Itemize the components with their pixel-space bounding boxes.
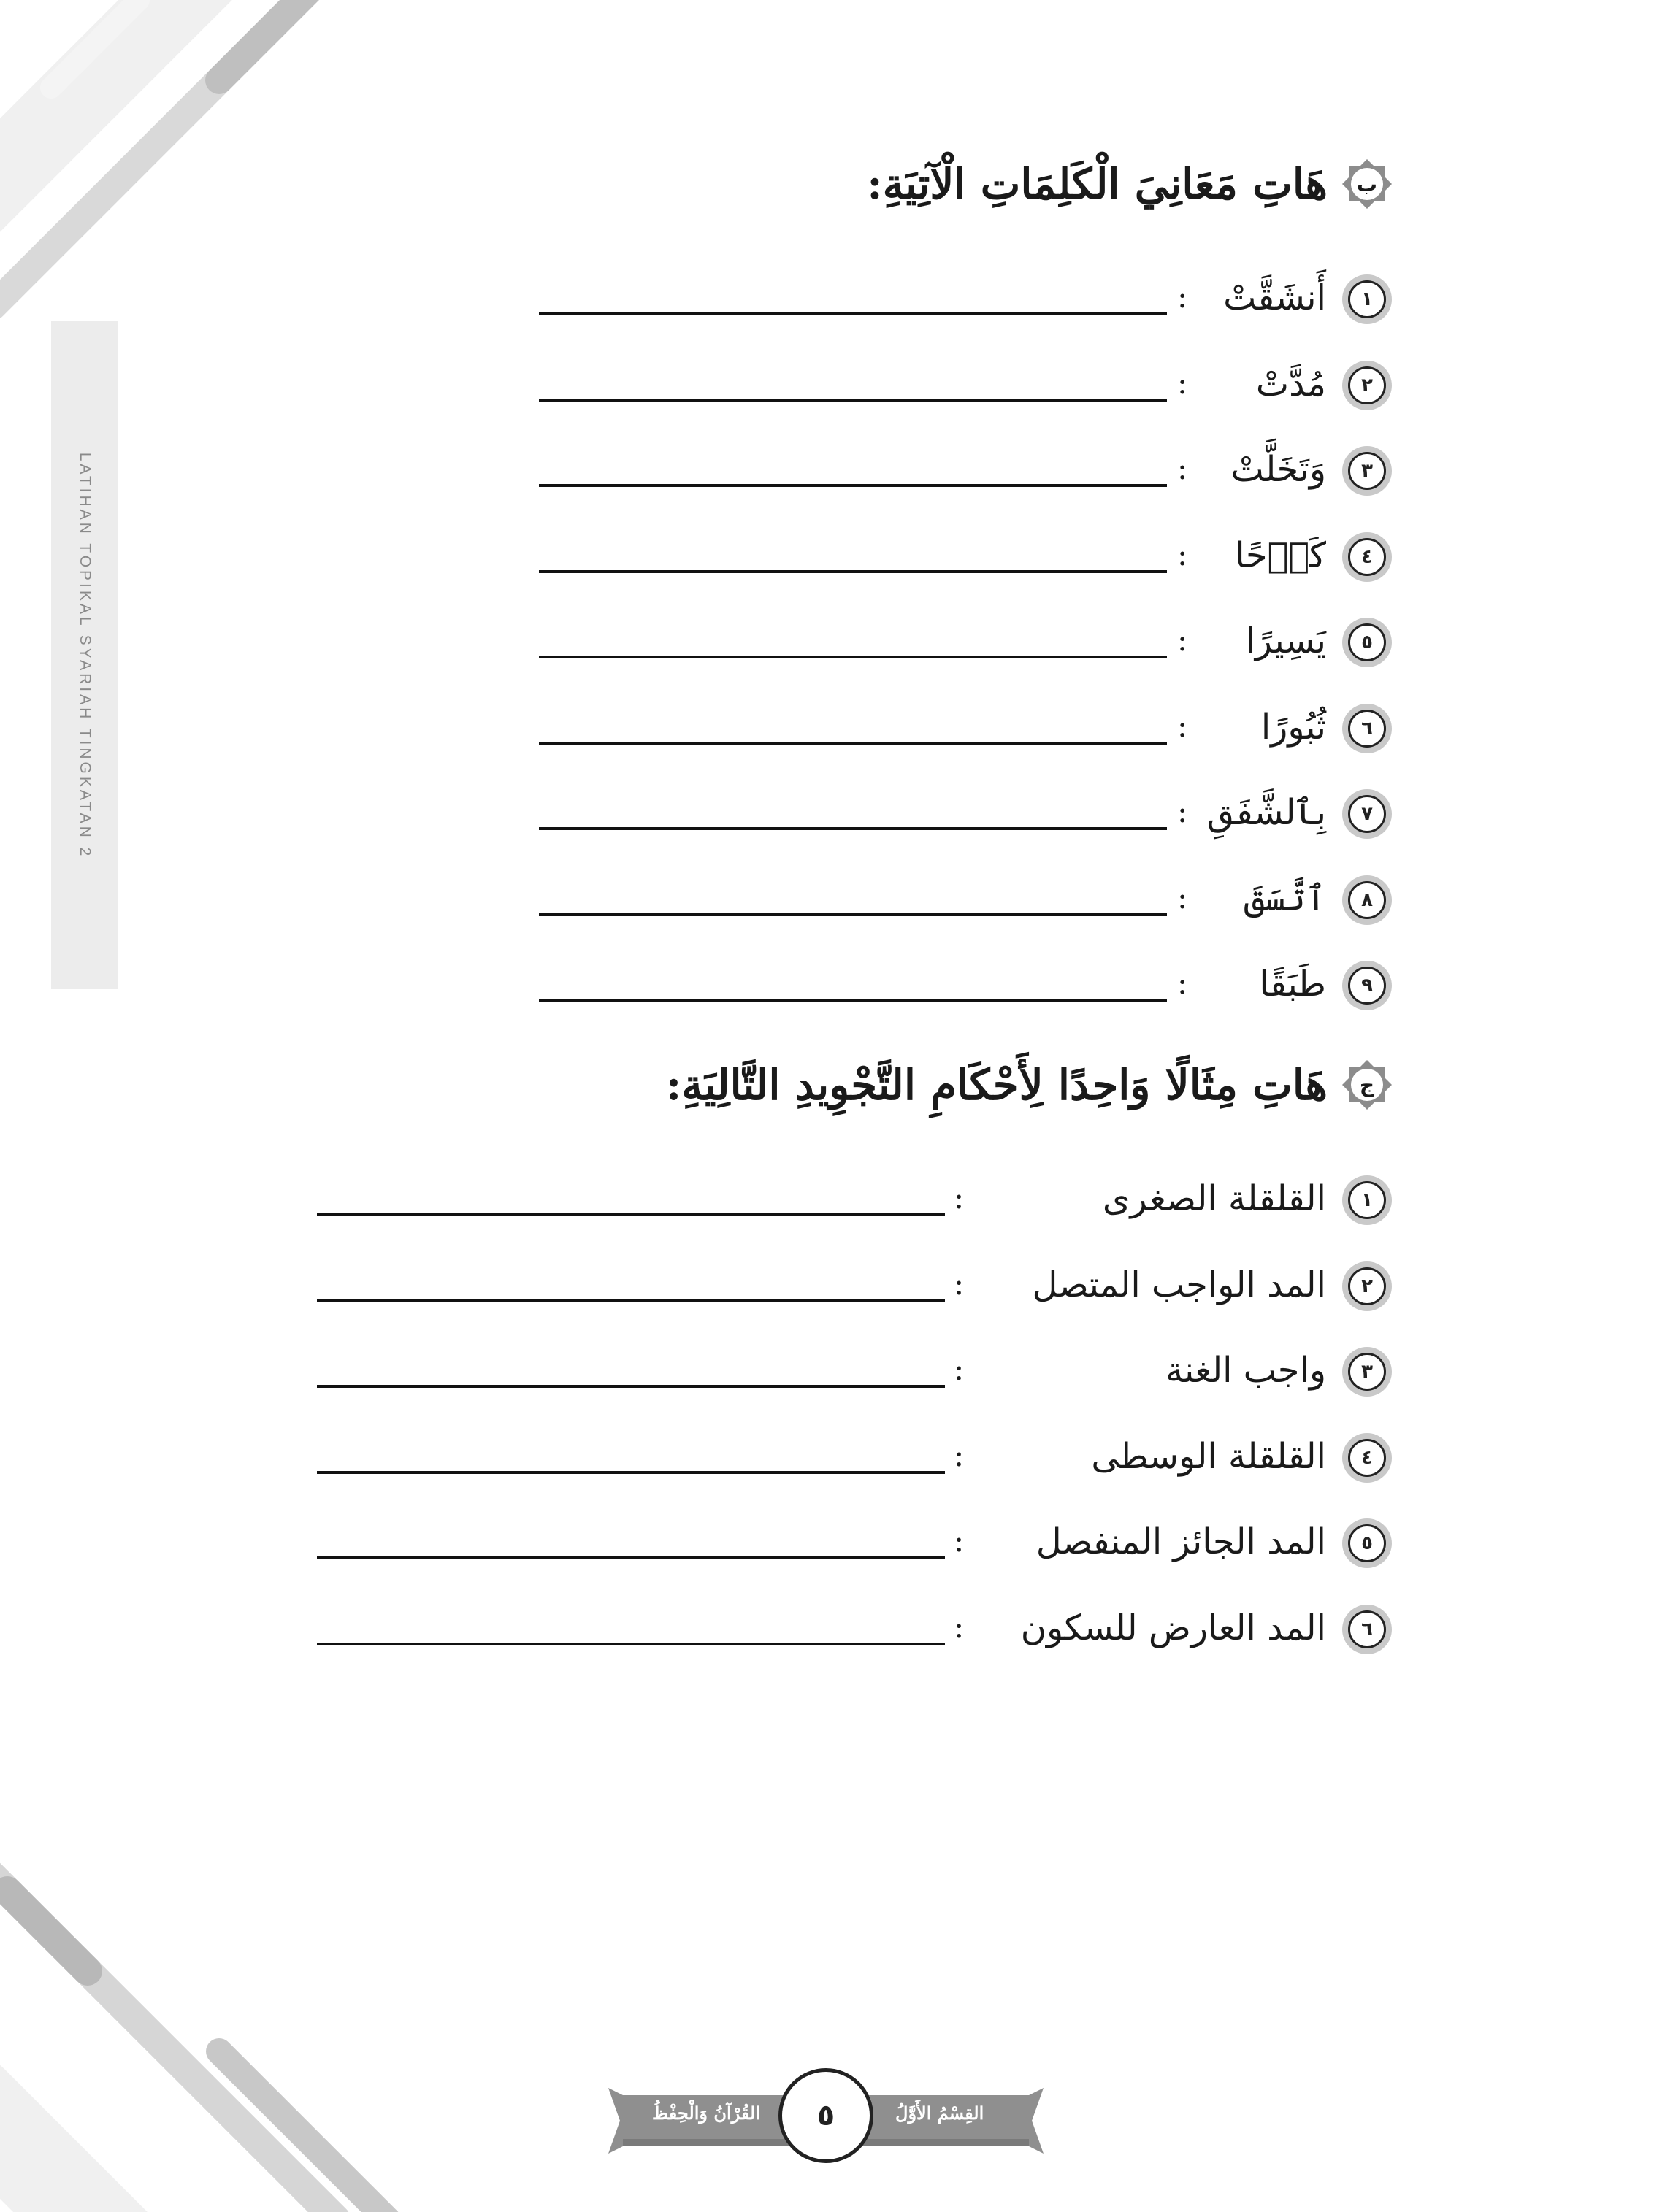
answer-line[interactable] xyxy=(317,1385,945,1388)
item-word: كَدۡحًا xyxy=(1235,534,1326,576)
list-item xyxy=(0,875,1392,934)
item-colon: : xyxy=(1177,965,1188,1001)
item-colon: : xyxy=(1177,536,1188,572)
item-colon: : xyxy=(1177,794,1188,829)
answer-line[interactable] xyxy=(539,999,1167,1002)
item-colon: : xyxy=(954,1351,965,1387)
answer-line[interactable] xyxy=(539,484,1167,487)
item-word: القلقلة الصغرى xyxy=(1102,1178,1326,1219)
item-number: ٩ xyxy=(1348,967,1386,1005)
item-number-badge xyxy=(1342,875,1392,925)
answer-line[interactable] xyxy=(539,913,1167,916)
item-number: ٢ xyxy=(1348,1267,1386,1305)
item-number-badge xyxy=(1342,704,1392,753)
item-number-badge xyxy=(1342,361,1392,410)
item-colon: : xyxy=(954,1180,965,1216)
item-word: واجب الغنة xyxy=(1165,1350,1326,1391)
item-word: المد الواجب المتصل xyxy=(1032,1264,1326,1305)
item-number-badge xyxy=(1342,1605,1392,1654)
item-number: ٤ xyxy=(1348,538,1386,576)
answer-line[interactable] xyxy=(317,1213,945,1216)
answer-line[interactable] xyxy=(539,399,1167,402)
item-number-badge xyxy=(1342,618,1392,667)
item-number: ٥ xyxy=(1348,623,1386,661)
item-colon: : xyxy=(954,1523,965,1559)
list-item xyxy=(0,1347,1392,1405)
item-number: ٣ xyxy=(1348,1353,1386,1391)
answer-line[interactable] xyxy=(317,1299,945,1302)
item-colon: : xyxy=(954,1608,965,1645)
list-item xyxy=(0,961,1392,1019)
section-c-badge-icon xyxy=(1341,1059,1393,1111)
item-number-badge xyxy=(1342,1175,1392,1225)
item-number: ٤ xyxy=(1348,1439,1386,1477)
section-b-badge-letter: ب xyxy=(1356,172,1378,196)
section-b-title: هَاتِ مَعَانِيَ الْكَلِمَاتِ الْآتِيَةِ: xyxy=(867,159,1328,209)
list-item xyxy=(0,274,1392,333)
item-colon: : xyxy=(954,1437,965,1473)
item-word: يَسِيرًا xyxy=(1245,621,1326,661)
item-word: طَبَقًا xyxy=(1259,964,1326,1005)
section-c-badge-letter: ج xyxy=(1359,1073,1375,1097)
item-number-badge xyxy=(1342,1433,1392,1483)
answer-line[interactable] xyxy=(317,1471,945,1474)
item-word: ثُبُورًا xyxy=(1260,706,1326,748)
item-colon: : xyxy=(1177,279,1188,315)
item-colon: : xyxy=(1177,707,1188,744)
section-c-title: هَاتِ مِثَالًا وَاحِدًا لِأَحْكَامِ التَّجْوِيدِ التَّالِيَةِ: xyxy=(665,1060,1328,1110)
list-item xyxy=(0,1518,1392,1577)
answer-line[interactable] xyxy=(539,742,1167,745)
item-word: القلقلة الوسطى xyxy=(1091,1435,1326,1477)
item-word: وَتَخَلَّتْ xyxy=(1230,449,1326,490)
item-word: بِٱلشَّفَقِ xyxy=(1206,792,1326,833)
section-c-heading xyxy=(666,1059,1393,1111)
list-item xyxy=(0,1433,1392,1491)
item-number: ١ xyxy=(1348,1181,1386,1219)
item-number-badge xyxy=(1342,1347,1392,1397)
list-item xyxy=(0,532,1392,591)
answer-line[interactable] xyxy=(539,656,1167,658)
item-word: أَنشَقَّتْ xyxy=(1223,277,1326,318)
item-colon: : xyxy=(1177,364,1188,401)
item-number-badge xyxy=(1342,789,1392,839)
item-colon: : xyxy=(954,1265,965,1302)
list-item xyxy=(0,704,1392,762)
item-number: ٣ xyxy=(1348,452,1386,490)
item-number-badge xyxy=(1342,1261,1392,1311)
item-number: ٧ xyxy=(1348,795,1386,833)
list-item xyxy=(0,618,1392,676)
item-word: المد الجائز المنفصل xyxy=(1035,1521,1326,1562)
list-item xyxy=(0,1175,1392,1234)
item-number: ٦ xyxy=(1348,710,1386,748)
section-b-badge-icon xyxy=(1341,158,1393,210)
item-number-badge xyxy=(1342,961,1392,1010)
list-item xyxy=(0,1261,1392,1320)
item-word: مُدَّتْ xyxy=(1255,363,1326,404)
item-word: المد العارض للسكون xyxy=(1020,1607,1326,1648)
answer-line[interactable] xyxy=(539,570,1167,573)
item-number: ٨ xyxy=(1348,881,1386,919)
answer-line[interactable] xyxy=(317,1643,945,1645)
side-tab-text: LATIHAN TOPIKAL SYARIAH TINGKATAN 2 xyxy=(77,452,93,859)
list-item xyxy=(0,446,1392,504)
item-colon: : xyxy=(1177,622,1188,658)
answer-line[interactable] xyxy=(539,827,1167,830)
item-number-badge xyxy=(1342,532,1392,582)
item-number-badge xyxy=(1342,274,1392,324)
list-item xyxy=(0,361,1392,419)
footer-right-label: القِسْمُ الأَوَّلُ xyxy=(895,2102,984,2124)
item-number-badge xyxy=(1342,446,1392,496)
item-colon: : xyxy=(1177,450,1188,486)
item-word: ٱتَّسَقَ xyxy=(1244,877,1326,919)
answer-line[interactable] xyxy=(317,1556,945,1559)
item-number: ٦ xyxy=(1348,1610,1386,1648)
list-item xyxy=(0,1605,1392,1663)
item-number: ٥ xyxy=(1348,1524,1386,1562)
footer-left-label: القُرْآنُ وَالْحِفْظُ xyxy=(652,2102,760,2124)
list-item xyxy=(0,789,1392,848)
item-number-badge xyxy=(1342,1518,1392,1568)
section-b-heading xyxy=(867,158,1393,210)
page-number: ٥ xyxy=(778,2068,873,2163)
item-number: ٢ xyxy=(1348,366,1386,404)
item-number: ١ xyxy=(1348,280,1386,318)
item-colon: : xyxy=(1177,879,1188,915)
answer-line[interactable] xyxy=(539,312,1167,315)
